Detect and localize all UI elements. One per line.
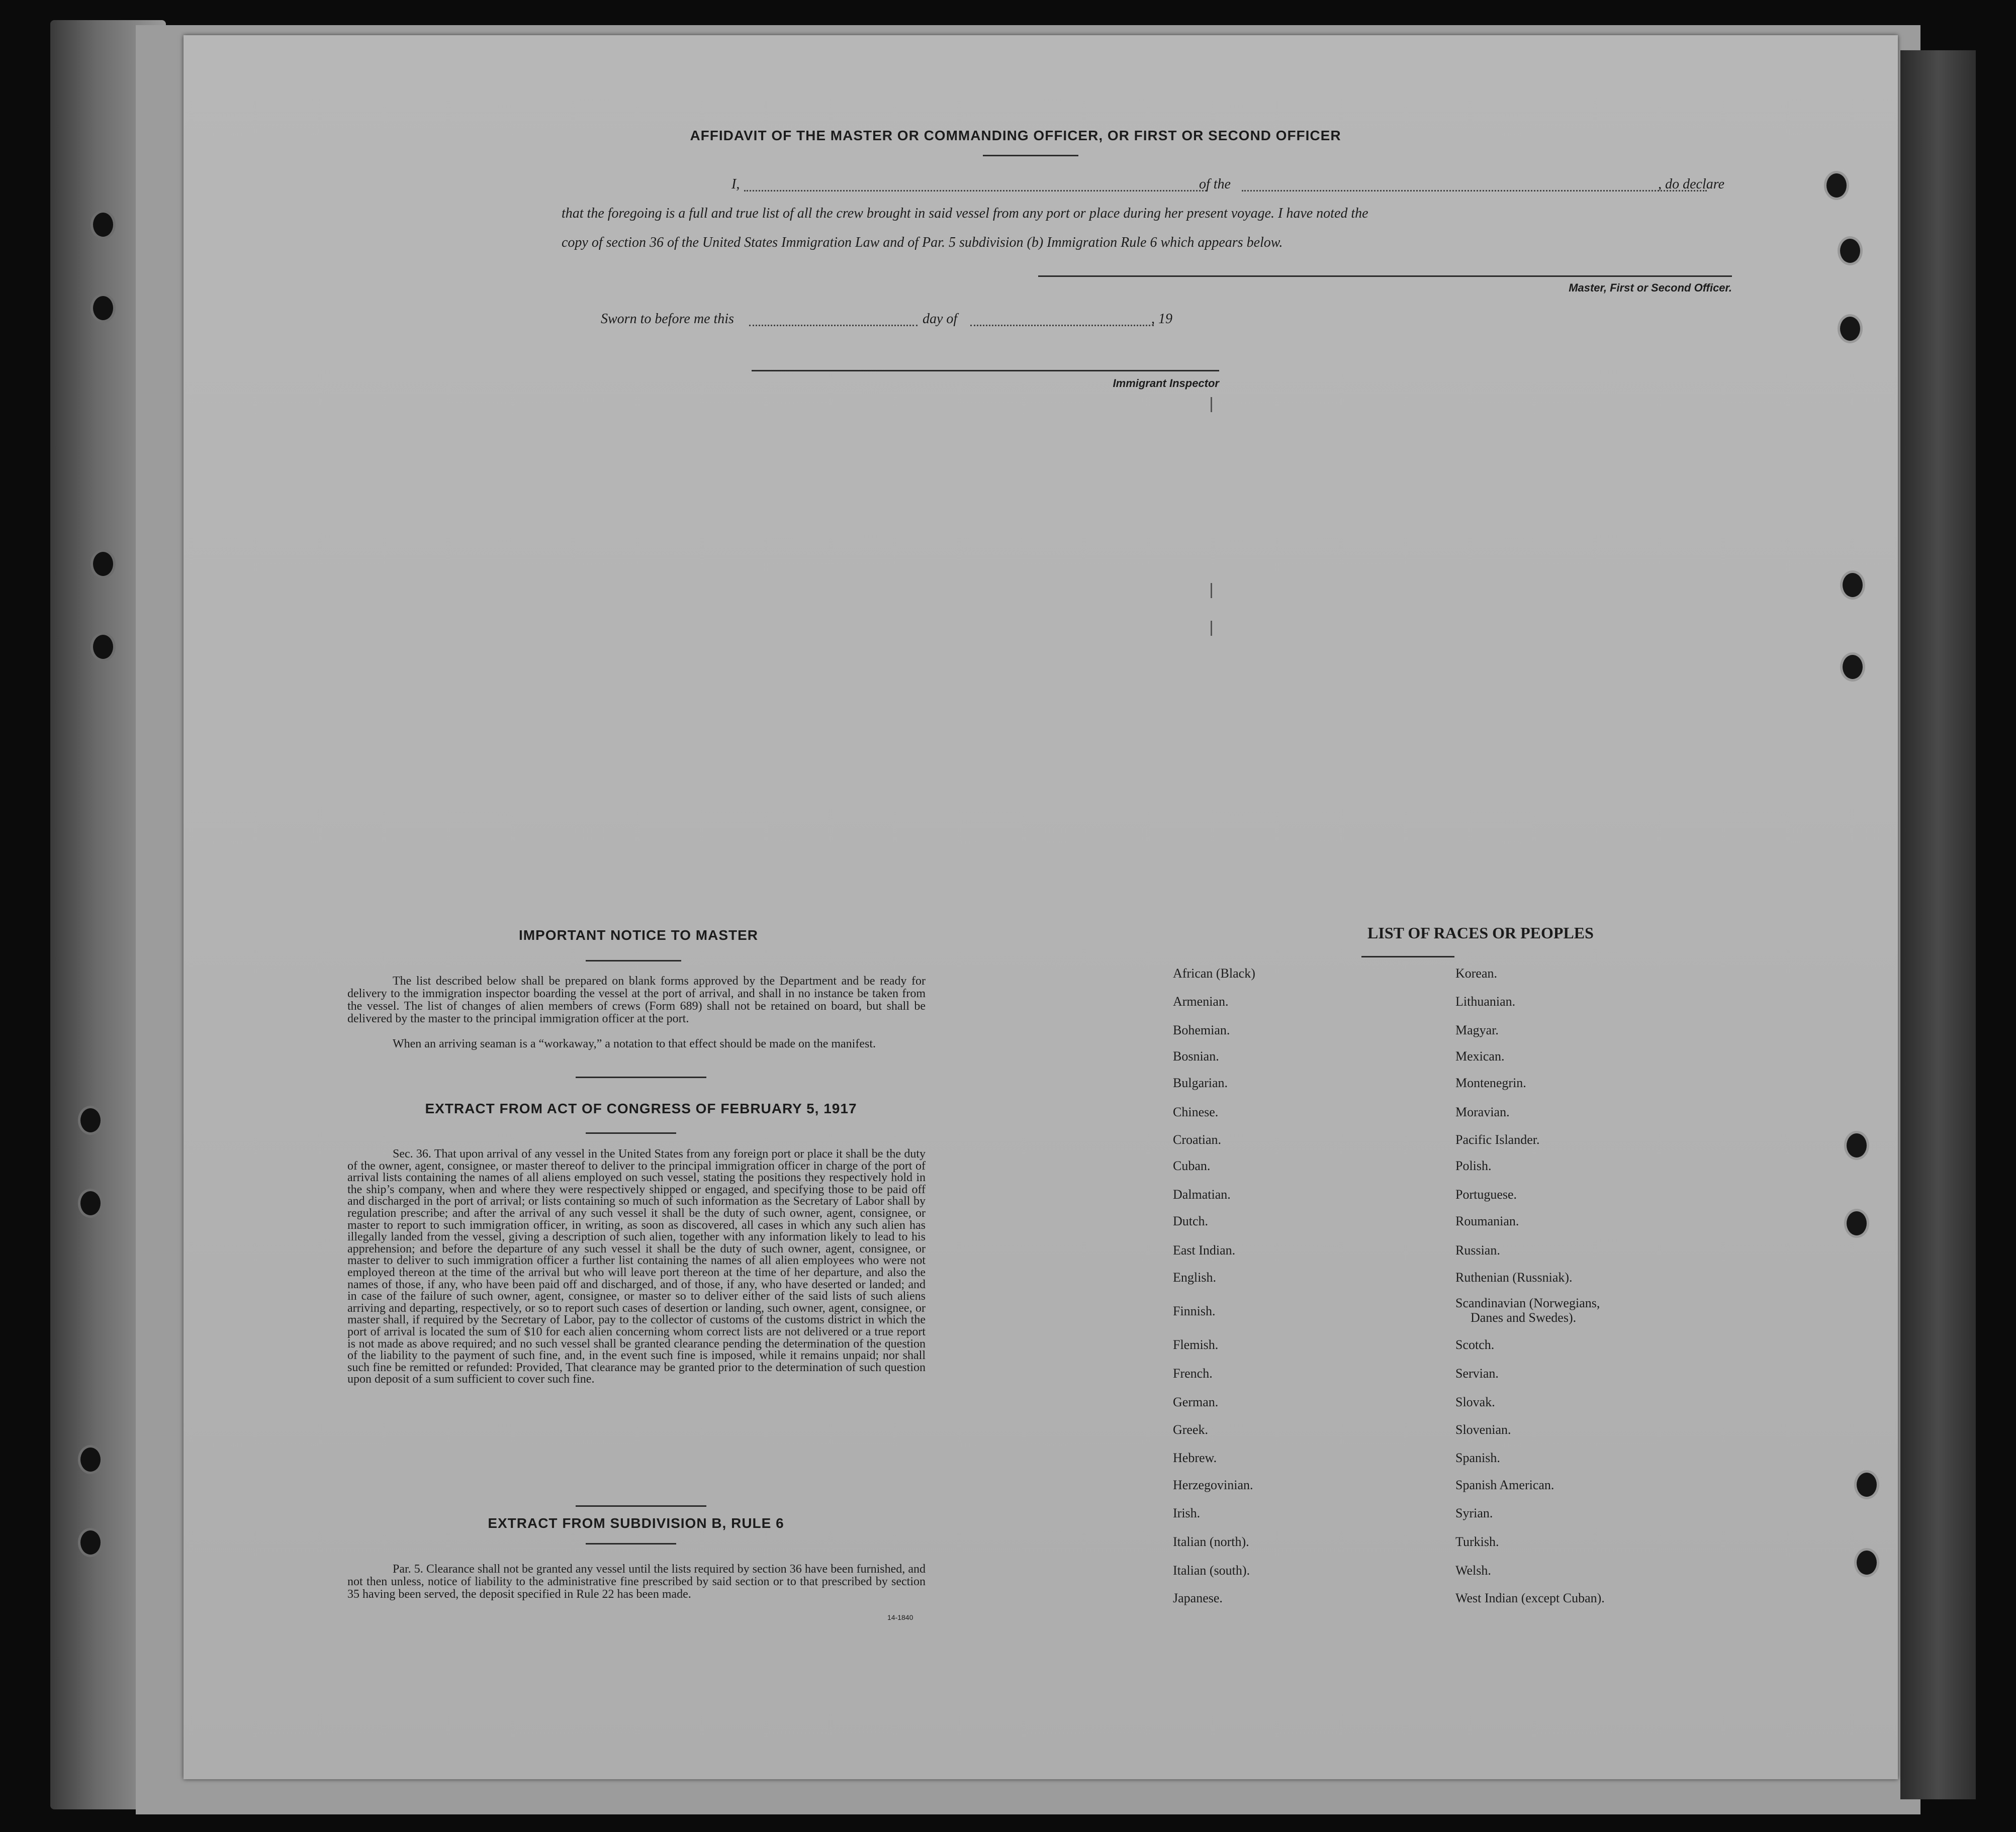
sworn-text: Sworn to before me this xyxy=(601,311,734,327)
race-item: Armenian. xyxy=(1173,994,1229,1009)
race-item: Roumanian. xyxy=(1455,1214,1519,1228)
race-item: German. xyxy=(1173,1395,1219,1409)
race-item: Bohemian. xyxy=(1173,1023,1230,1037)
race-item: African (Black) xyxy=(1173,966,1255,981)
title-divider xyxy=(983,155,1078,156)
race-item: Japanese. xyxy=(1173,1591,1223,1605)
binder-hole-icon xyxy=(1854,1470,1879,1499)
binder-hole-icon xyxy=(78,1445,103,1474)
race-item: Herzegovinian. xyxy=(1173,1478,1253,1492)
race-item: East Indian. xyxy=(1173,1243,1236,1258)
race-item: Turkish. xyxy=(1455,1534,1499,1549)
race-item: Dalmatian. xyxy=(1173,1187,1231,1202)
race-item: Italian (north). xyxy=(1173,1534,1249,1549)
affidavit-of-the: of the xyxy=(1199,176,1231,192)
affidavit-line1 xyxy=(731,170,1737,199)
race-item: Servian. xyxy=(1455,1366,1499,1381)
race-item: Moravian. xyxy=(1455,1105,1510,1119)
notice-divider xyxy=(586,960,681,961)
race-item: Finnish. xyxy=(1173,1304,1216,1318)
inspector-line[interactable] xyxy=(752,370,1219,371)
extract-act-title: EXTRACT FROM ACT OF CONGRESS OF FEBRUARY 5, 1917 xyxy=(425,1101,857,1116)
race-item: Greek. xyxy=(1173,1422,1209,1437)
race-item: Slovenian. xyxy=(1455,1422,1511,1437)
binder-hole-icon xyxy=(78,1106,103,1135)
column-tick-mark xyxy=(1211,583,1212,598)
extract-rule-divider xyxy=(586,1543,676,1545)
race-item: Cuban. xyxy=(1173,1159,1211,1173)
extract-rule-text: Par. 5. Clearance shall not be granted any vessel until the lists required by section 36 have been furnished, and not then unless, notice of liability to the administrative fine prescribed by said section or to that prescribed by section 35 having been served, the deposit specified in Rule 22 has been made. xyxy=(347,1563,926,1601)
binder-hole-icon xyxy=(90,549,116,578)
race-item: Russian. xyxy=(1455,1243,1500,1258)
race-item: Chinese. xyxy=(1173,1105,1219,1119)
affidavit-i: I, xyxy=(731,176,740,192)
race-item: Hebrew. xyxy=(1173,1451,1217,1465)
races-divider xyxy=(1361,956,1454,957)
race-item: Danes and Swedes). xyxy=(1471,1310,1577,1325)
race-item: Portuguese. xyxy=(1455,1187,1517,1202)
binder-hole-icon xyxy=(90,294,116,323)
race-item: Scandinavian (Norwegians, xyxy=(1455,1296,1600,1310)
binder-hole-icon xyxy=(78,1189,103,1218)
binder-hole-icon xyxy=(1838,314,1863,343)
race-item: Slovak. xyxy=(1455,1395,1495,1409)
race-item: Syrian. xyxy=(1455,1506,1493,1520)
affidavit-declare: , do declare xyxy=(1658,176,1724,192)
race-item: French. xyxy=(1173,1366,1213,1381)
race-item: Magyar. xyxy=(1455,1023,1499,1037)
signature-label: Master, First or Second Officer. xyxy=(1569,281,1732,294)
sworn-line xyxy=(601,305,1355,334)
race-item: Montenegrin. xyxy=(1455,1076,1526,1090)
binder-hole-icon xyxy=(1824,171,1849,200)
race-item: Mexican. xyxy=(1455,1049,1505,1064)
race-item: English. xyxy=(1173,1270,1216,1285)
binder-hole-icon xyxy=(1844,1209,1869,1238)
binder-right-edge xyxy=(1900,50,1976,1799)
binder-hole-icon xyxy=(1840,652,1865,682)
form-page xyxy=(184,35,1898,1779)
signature-line[interactable] xyxy=(1038,275,1732,277)
notice-paragraph-1: The list described below shall be prepared on blank forms approved by the Department and be ready for delivery to the immigration inspector boarding the vessel at the port of arrival, and shall in no instance be taken from the vessel. The list of changes of alien members of crews (Form 689) shall not be retained on board, but shall be delivered by the master to the principal immigration officer at the port. xyxy=(347,975,926,1025)
race-item: Bulgarian. xyxy=(1173,1076,1228,1090)
inspector-label: Immigrant Inspector xyxy=(1113,377,1219,390)
race-item: Lithuanian. xyxy=(1455,994,1516,1009)
race-item: Croatian. xyxy=(1173,1132,1222,1147)
section-divider xyxy=(576,1077,706,1078)
column-tick-mark xyxy=(1211,621,1212,636)
section-divider-2 xyxy=(576,1505,706,1507)
binder-hole-icon xyxy=(1844,1131,1869,1160)
notice-paragraph-2: When an arriving seaman is a “workaway,” a notation to that effect should be made on the manifest. xyxy=(393,1037,876,1050)
sworn-date-fill[interactable] xyxy=(749,325,918,326)
column-tick-mark xyxy=(1211,397,1212,412)
extract-rule-title: EXTRACT FROM SUBDIVISION B, RULE 6 xyxy=(488,1515,784,1531)
binder-hole-icon xyxy=(90,210,116,239)
race-item: Polish. xyxy=(1455,1159,1492,1173)
binder-hole-icon xyxy=(90,632,116,661)
form-number: 14-1840 xyxy=(887,1613,913,1621)
extract-act-divider xyxy=(586,1132,676,1134)
race-item: Pacific Islander. xyxy=(1455,1132,1540,1147)
race-item: Korean. xyxy=(1455,966,1498,981)
race-item: Bosnian. xyxy=(1173,1049,1219,1064)
affidavit-title: AFFIDAVIT OF THE MASTER OR COMMANDING OFFICER, OR FIRST OR SECOND OFFICER xyxy=(690,128,1341,143)
binder-hole-icon xyxy=(1840,570,1865,600)
affidavit-line2: that the foregoing is a full and true list of all the crew brought in said vessel from any port or place during her present voyage. I have noted the xyxy=(562,206,1368,221)
binder-hole-icon xyxy=(1838,236,1863,265)
race-item: Scotch. xyxy=(1455,1337,1495,1352)
races-title: LIST OF RACES OR PEOPLES xyxy=(1367,924,1594,942)
sworn-year: , 19 xyxy=(1151,311,1172,327)
race-item: Irish. xyxy=(1173,1506,1201,1520)
race-item: Ruthenian (Russniak). xyxy=(1455,1270,1573,1285)
binder-hole-icon xyxy=(1854,1548,1879,1577)
race-item: Dutch. xyxy=(1173,1214,1209,1228)
race-item: Flemish. xyxy=(1173,1337,1219,1352)
race-item: Italian (south). xyxy=(1173,1563,1250,1578)
race-item: Spanish. xyxy=(1455,1451,1500,1465)
binder-hole-icon xyxy=(78,1528,103,1557)
race-item: Welsh. xyxy=(1455,1563,1491,1578)
notice-title: IMPORTANT NOTICE TO MASTER xyxy=(518,927,759,943)
affidavit-line3: copy of section 36 of the United States Immigration Law and of Par. 5 subdivision (b) Immigration Rule 6 which appears below. xyxy=(562,235,1283,250)
sworn-month-fill[interactable] xyxy=(970,325,1154,326)
race-item: West Indian (except Cuban). xyxy=(1455,1591,1605,1605)
name-fill-line[interactable] xyxy=(744,190,1207,191)
race-item: Spanish American. xyxy=(1455,1478,1554,1492)
sworn-day-of: day of xyxy=(923,311,958,327)
extract-act-text: Sec. 36. That upon arrival of any vessel in the United States from any foreign port or place it shall be the duty of the owner, agent, consignee, or master thereof to deliver to the principal immigration officer in charge of the port of arrival lists containing the names of all aliens employed on such vessel, stating the positions they respectively hold in the ship’s company, when and where they were respectively shipped or engaged, and specifying those to be paid off and discharged in the port of arrival; or lists containing so much of such information as the Secretary of Labor shall by regulation prescribe; and after the arrival of any such vessel it shall be the duty of such owner, agent, consignee, or master to report to such immigration officer, in writing, as soon as discovered, all cases in which any such alien has illegally landed from the vessel, giving a description of such alien, together with any information likely to lead to his apprehension; and before the departure of any such vessel it shall be the duty of such owner, agent, consignee, or master to deliver to such immigration officer a further list containing the names of all alien employees who were not employed thereon at the time of the arrival but who will leave port thereon at the time of her departure, and also the names of those, if any, who have been paid off and discharged, and of those, if any, who have deserted or landed; and in case of the failure of such owner, agent, consignee, or master so to deliver either of the said lists of such aliens arriving and departing, respectively, or so to report such cases of desertion or landing, such owner, agent, consignee, or master shall, if required by the Secretary of Labor, pay to the collector of customs of the customs district in which the port of arrival is located the sum of $10 for each alien concerning whom correct lists are not delivered or a true report is not made as above required; and no such vessel shall be granted clearance pending the determination of the question of the liability to the payment of such fine, and, in the event such fine is imposed, while it remains unpaid; nor shall such fine be remitted or refunded: Provided, That clearance may be granted prior to the determination of such question upon deposit of a sum sufficient to cover such fine. xyxy=(347,1147,926,1386)
